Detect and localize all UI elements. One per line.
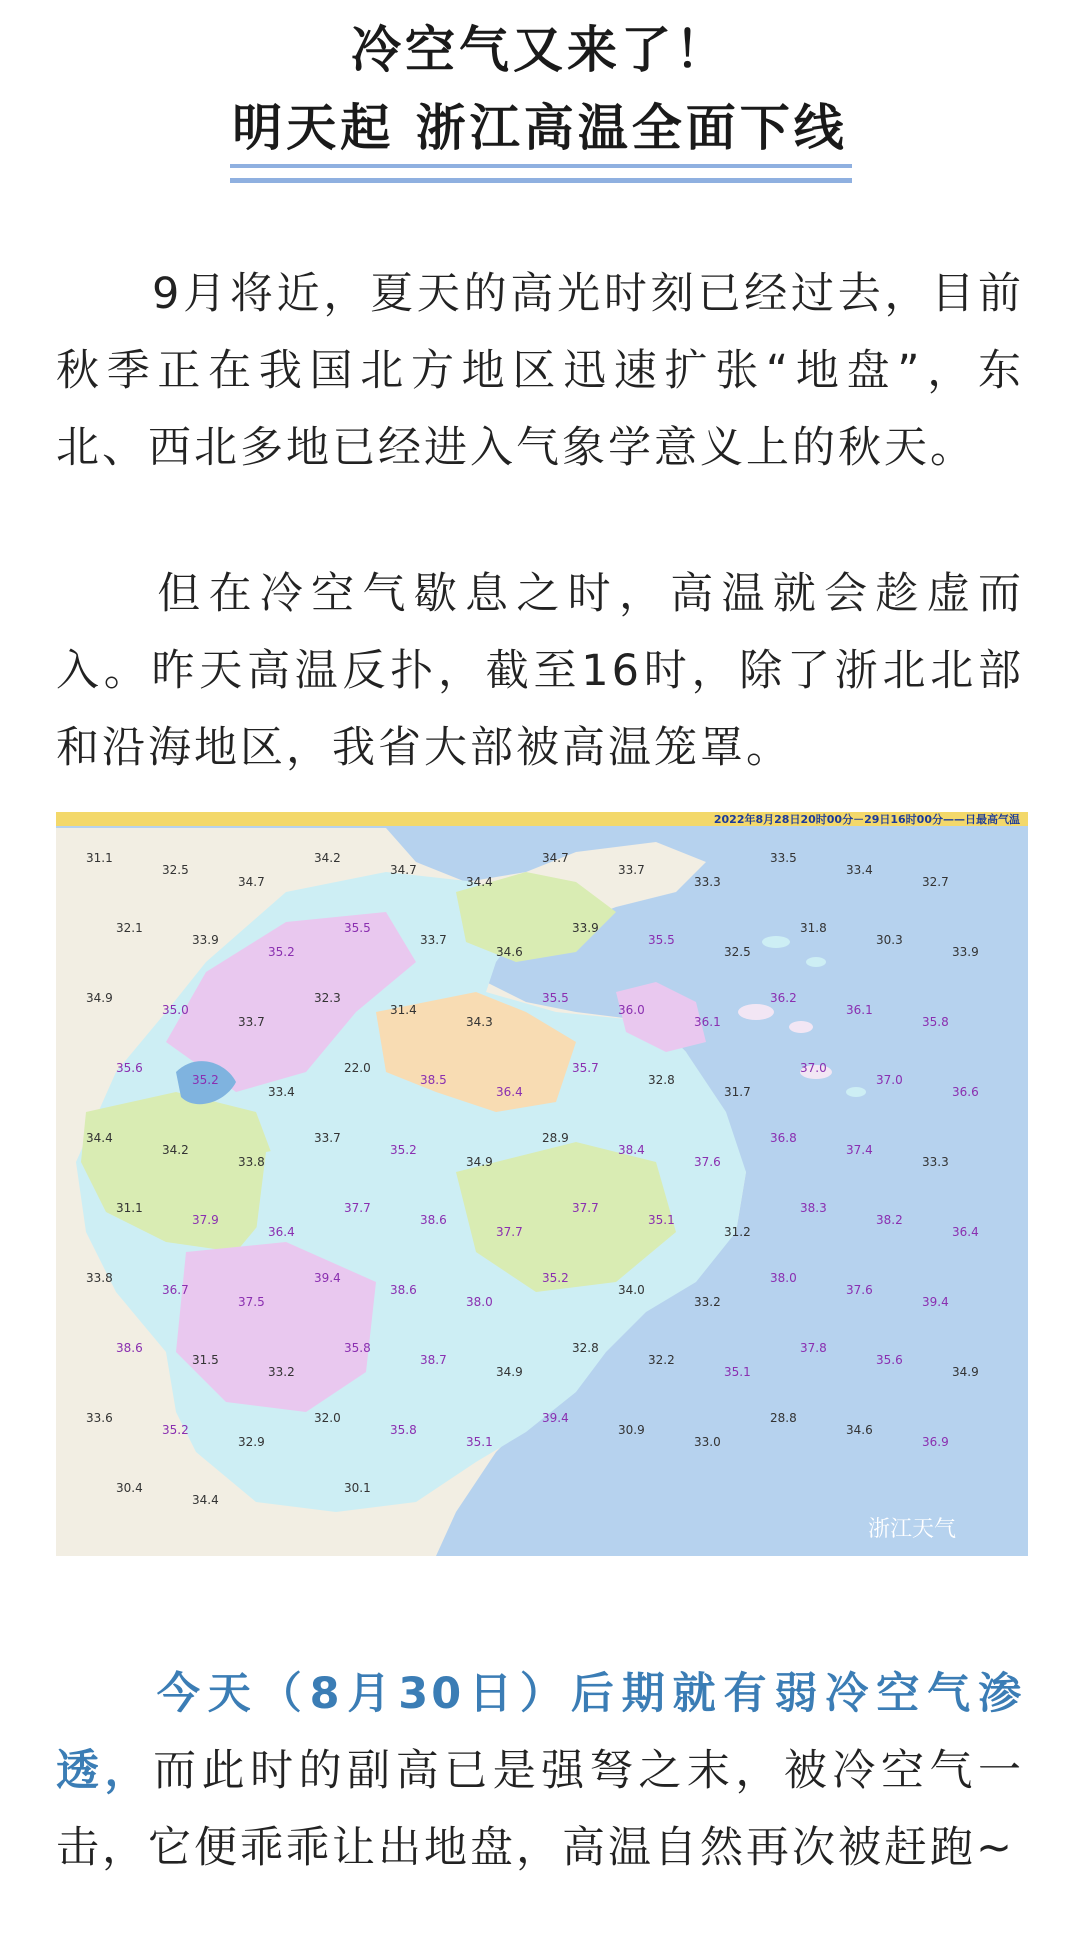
map-temperature-label: 33.2 <box>694 1295 721 1309</box>
map-temperature-label: 33.3 <box>922 1155 949 1169</box>
map-temperature-label: 36.7 <box>162 1283 189 1297</box>
map-temperature-label: 32.3 <box>314 991 341 1005</box>
map-header-text: 2022年8月28日20时00分－29日16时00分——日最高气温 <box>713 813 1020 826</box>
paragraph-heat-text: 但在冷空气歇息之时，高温就会趁虚而入。昨天高温反扑，截至16时，除了浙北北部和沿海地区，我省大部被高温笼罩。 <box>56 569 1024 773</box>
map-temperature-label: 35.8 <box>344 1341 371 1355</box>
map-temperature-label: 37.5 <box>238 1295 265 1309</box>
map-temperature-label: 38.6 <box>116 1341 143 1355</box>
map-temperature-label: 36.1 <box>694 1015 721 1029</box>
map-temperature-label: 38.6 <box>420 1213 447 1227</box>
map-temperature-label: 33.9 <box>952 945 979 959</box>
map-temperature-label: 31.5 <box>192 1353 219 1367</box>
map-temperature-label: 38.2 <box>876 1213 903 1227</box>
map-temperature-label: 33.2 <box>268 1365 295 1379</box>
island <box>806 957 826 967</box>
map-temperature-label: 35.2 <box>542 1271 569 1285</box>
map-temperature-label: 30.1 <box>344 1481 371 1495</box>
map-temperature-label: 37.7 <box>496 1225 523 1239</box>
map-temperature-label: 33.0 <box>694 1435 721 1449</box>
map-temperature-label: 31.2 <box>724 1225 751 1239</box>
map-temperature-label: 28.8 <box>770 1411 797 1425</box>
map-temperature-label: 35.8 <box>922 1015 949 1029</box>
map-temperature-label: 36.2 <box>770 991 797 1005</box>
map-temperature-label: 36.1 <box>846 1003 873 1017</box>
map-temperature-label: 32.1 <box>116 921 143 935</box>
temperature-map-image <box>56 812 1028 1556</box>
map-temperature-label: 33.7 <box>238 1015 265 1029</box>
map-temperature-label: 35.8 <box>390 1423 417 1437</box>
map-temperature-label: 32.9 <box>238 1435 265 1449</box>
map-temperature-label: 34.9 <box>86 991 113 1005</box>
paragraph-cold-air-text: 而此时的副高已是强弩之末，被冷空气一击，它便乖乖让出地盘，高温自然再次被赶跑~ <box>56 1746 1025 1873</box>
map-temperature-label: 36.4 <box>952 1225 979 1239</box>
map-temperature-label: 37.6 <box>694 1155 721 1169</box>
map-temperature-label: 34.4 <box>86 1131 113 1145</box>
map-temperature-label: 22.0 <box>344 1061 371 1075</box>
map-temperature-label: 37.7 <box>344 1201 371 1215</box>
map-temperature-label: 37.9 <box>192 1213 219 1227</box>
map-temperature-label: 28.9 <box>542 1131 569 1145</box>
map-temperature-label: 30.4 <box>116 1481 143 1495</box>
map-watermark: 浙江天气 <box>867 1517 956 1542</box>
map-temperature-label: 31.7 <box>724 1085 751 1099</box>
map-temperature-label: 34.6 <box>496 945 523 959</box>
map-temperature-label: 35.1 <box>466 1435 493 1449</box>
map-temperature-label: 31.4 <box>390 1003 417 1017</box>
map-temperature-label: 36.9 <box>922 1435 949 1449</box>
title-divider-top <box>230 164 852 168</box>
map-temperature-label: 32.8 <box>572 1341 599 1355</box>
paragraph-autumn <box>56 256 1024 487</box>
map-temperature-label: 30.3 <box>876 933 903 947</box>
map-temperature-label: 33.8 <box>86 1271 113 1285</box>
map-temperature-label: 32.5 <box>162 863 189 877</box>
island <box>846 1087 866 1097</box>
article-title-line2: 明天起 浙江高温全面下线 <box>232 99 848 157</box>
map-temperature-label: 32.7 <box>922 875 949 889</box>
map-temperature-label: 33.8 <box>238 1155 265 1169</box>
island <box>789 1021 813 1033</box>
map-temperature-label: 35.5 <box>648 933 675 947</box>
map-temperature-label: 38.5 <box>420 1073 447 1087</box>
map-temperature-label: 34.4 <box>466 875 493 889</box>
map-temperature-label: 37.6 <box>846 1283 873 1297</box>
map-temperature-label: 33.9 <box>572 921 599 935</box>
map-temperature-label: 33.7 <box>618 863 645 877</box>
map-temperature-label: 31.8 <box>800 921 827 935</box>
map-temperature-label: 33.9 <box>192 933 219 947</box>
map-temperature-label: 35.0 <box>162 1003 189 1017</box>
article-title-line1: 冷空气又来了！ <box>351 21 729 79</box>
map-temperature-label: 38.4 <box>618 1143 645 1157</box>
map-temperature-label: 34.9 <box>466 1155 493 1169</box>
map-temperature-label: 36.4 <box>496 1085 523 1099</box>
map-temperature-label: 35.5 <box>344 921 371 935</box>
paragraph-cold-air <box>56 1656 1024 1887</box>
map-temperature-label: 36.6 <box>952 1085 979 1099</box>
map-temperature-label: 36.4 <box>268 1225 295 1239</box>
map-temperature-label: 37.7 <box>572 1201 599 1215</box>
map-temperature-label: 32.5 <box>724 945 751 959</box>
map-temperature-label: 34.7 <box>238 875 265 889</box>
map-temperature-label: 33.5 <box>770 851 797 865</box>
map-temperature-label: 39.4 <box>922 1295 949 1309</box>
map-temperature-label: 35.1 <box>724 1365 751 1379</box>
map-temperature-label: 32.8 <box>648 1073 675 1087</box>
map-temperature-label: 33.7 <box>314 1131 341 1145</box>
paragraph-cold-air-highlight: 今天（8月30日）后期就有弱冷空气渗透， <box>56 1669 1024 1796</box>
map-temperature-label: 34.4 <box>192 1493 219 1507</box>
map-temperature-label: 34.6 <box>846 1423 873 1437</box>
map-temperature-label: 35.2 <box>268 945 295 959</box>
map-temperature-label: 33.4 <box>846 863 873 877</box>
map-temperature-label: 35.7 <box>572 1061 599 1075</box>
map-temperature-label: 35.6 <box>116 1061 143 1075</box>
map-temperature-label: 31.1 <box>86 851 113 865</box>
map-temperature-label: 34.3 <box>466 1015 493 1029</box>
map-temperature-label: 39.4 <box>542 1411 569 1425</box>
map-temperature-label: 31.1 <box>116 1201 143 1215</box>
island <box>762 936 790 948</box>
map-temperature-label: 33.3 <box>694 875 721 889</box>
island <box>738 1004 774 1020</box>
map-temperature-label: 30.9 <box>618 1423 645 1437</box>
map-temperature-label: 36.8 <box>770 1131 797 1145</box>
map-temperature-label: 37.4 <box>846 1143 873 1157</box>
map-temperature-label: 38.6 <box>390 1283 417 1297</box>
paragraph-autumn-text: 9月将近，夏天的高光时刻已经过去，目前秋季正在我国北方地区迅速扩张“地盘”，东北、西北多地已经进入气象学意义上的秋天。 <box>56 269 1024 473</box>
map-temperature-label: 34.0 <box>618 1283 645 1297</box>
map-temperature-label: 34.7 <box>390 863 417 877</box>
map-temperature-label: 38.0 <box>770 1271 797 1285</box>
map-temperature-label: 38.3 <box>800 1201 827 1215</box>
paragraph-heat <box>56 556 1024 787</box>
map-temperature-label: 34.7 <box>542 851 569 865</box>
map-temperature-label: 35.5 <box>542 991 569 1005</box>
map-temperature-label: 34.2 <box>314 851 341 865</box>
map-temperature-label: 33.7 <box>420 933 447 947</box>
map-temperature-label: 34.9 <box>496 1365 523 1379</box>
map-temperature-label: 38.0 <box>466 1295 493 1309</box>
map-temperature-label: 33.4 <box>268 1085 295 1099</box>
map-temperature-label: 34.9 <box>952 1365 979 1379</box>
title-divider-bottom <box>230 178 852 183</box>
map-temperature-label: 35.2 <box>192 1073 219 1087</box>
map-temperature-label: 37.8 <box>800 1341 827 1355</box>
map-temperature-label: 33.6 <box>86 1411 113 1425</box>
map-temperature-label: 32.2 <box>648 1353 675 1367</box>
map-temperature-label: 39.4 <box>314 1271 341 1285</box>
map-temperature-label: 36.0 <box>618 1003 645 1017</box>
map-temperature-label: 35.2 <box>162 1423 189 1437</box>
map-temperature-label: 35.1 <box>648 1213 675 1227</box>
map-temperature-label: 34.2 <box>162 1143 189 1157</box>
map-temperature-label: 32.0 <box>314 1411 341 1425</box>
map-temperature-label: 35.2 <box>390 1143 417 1157</box>
map-temperature-label: 37.0 <box>876 1073 903 1087</box>
map-temperature-label: 37.0 <box>800 1061 827 1075</box>
map-temperature-label: 38.7 <box>420 1353 447 1367</box>
map-temperature-label: 35.6 <box>876 1353 903 1367</box>
